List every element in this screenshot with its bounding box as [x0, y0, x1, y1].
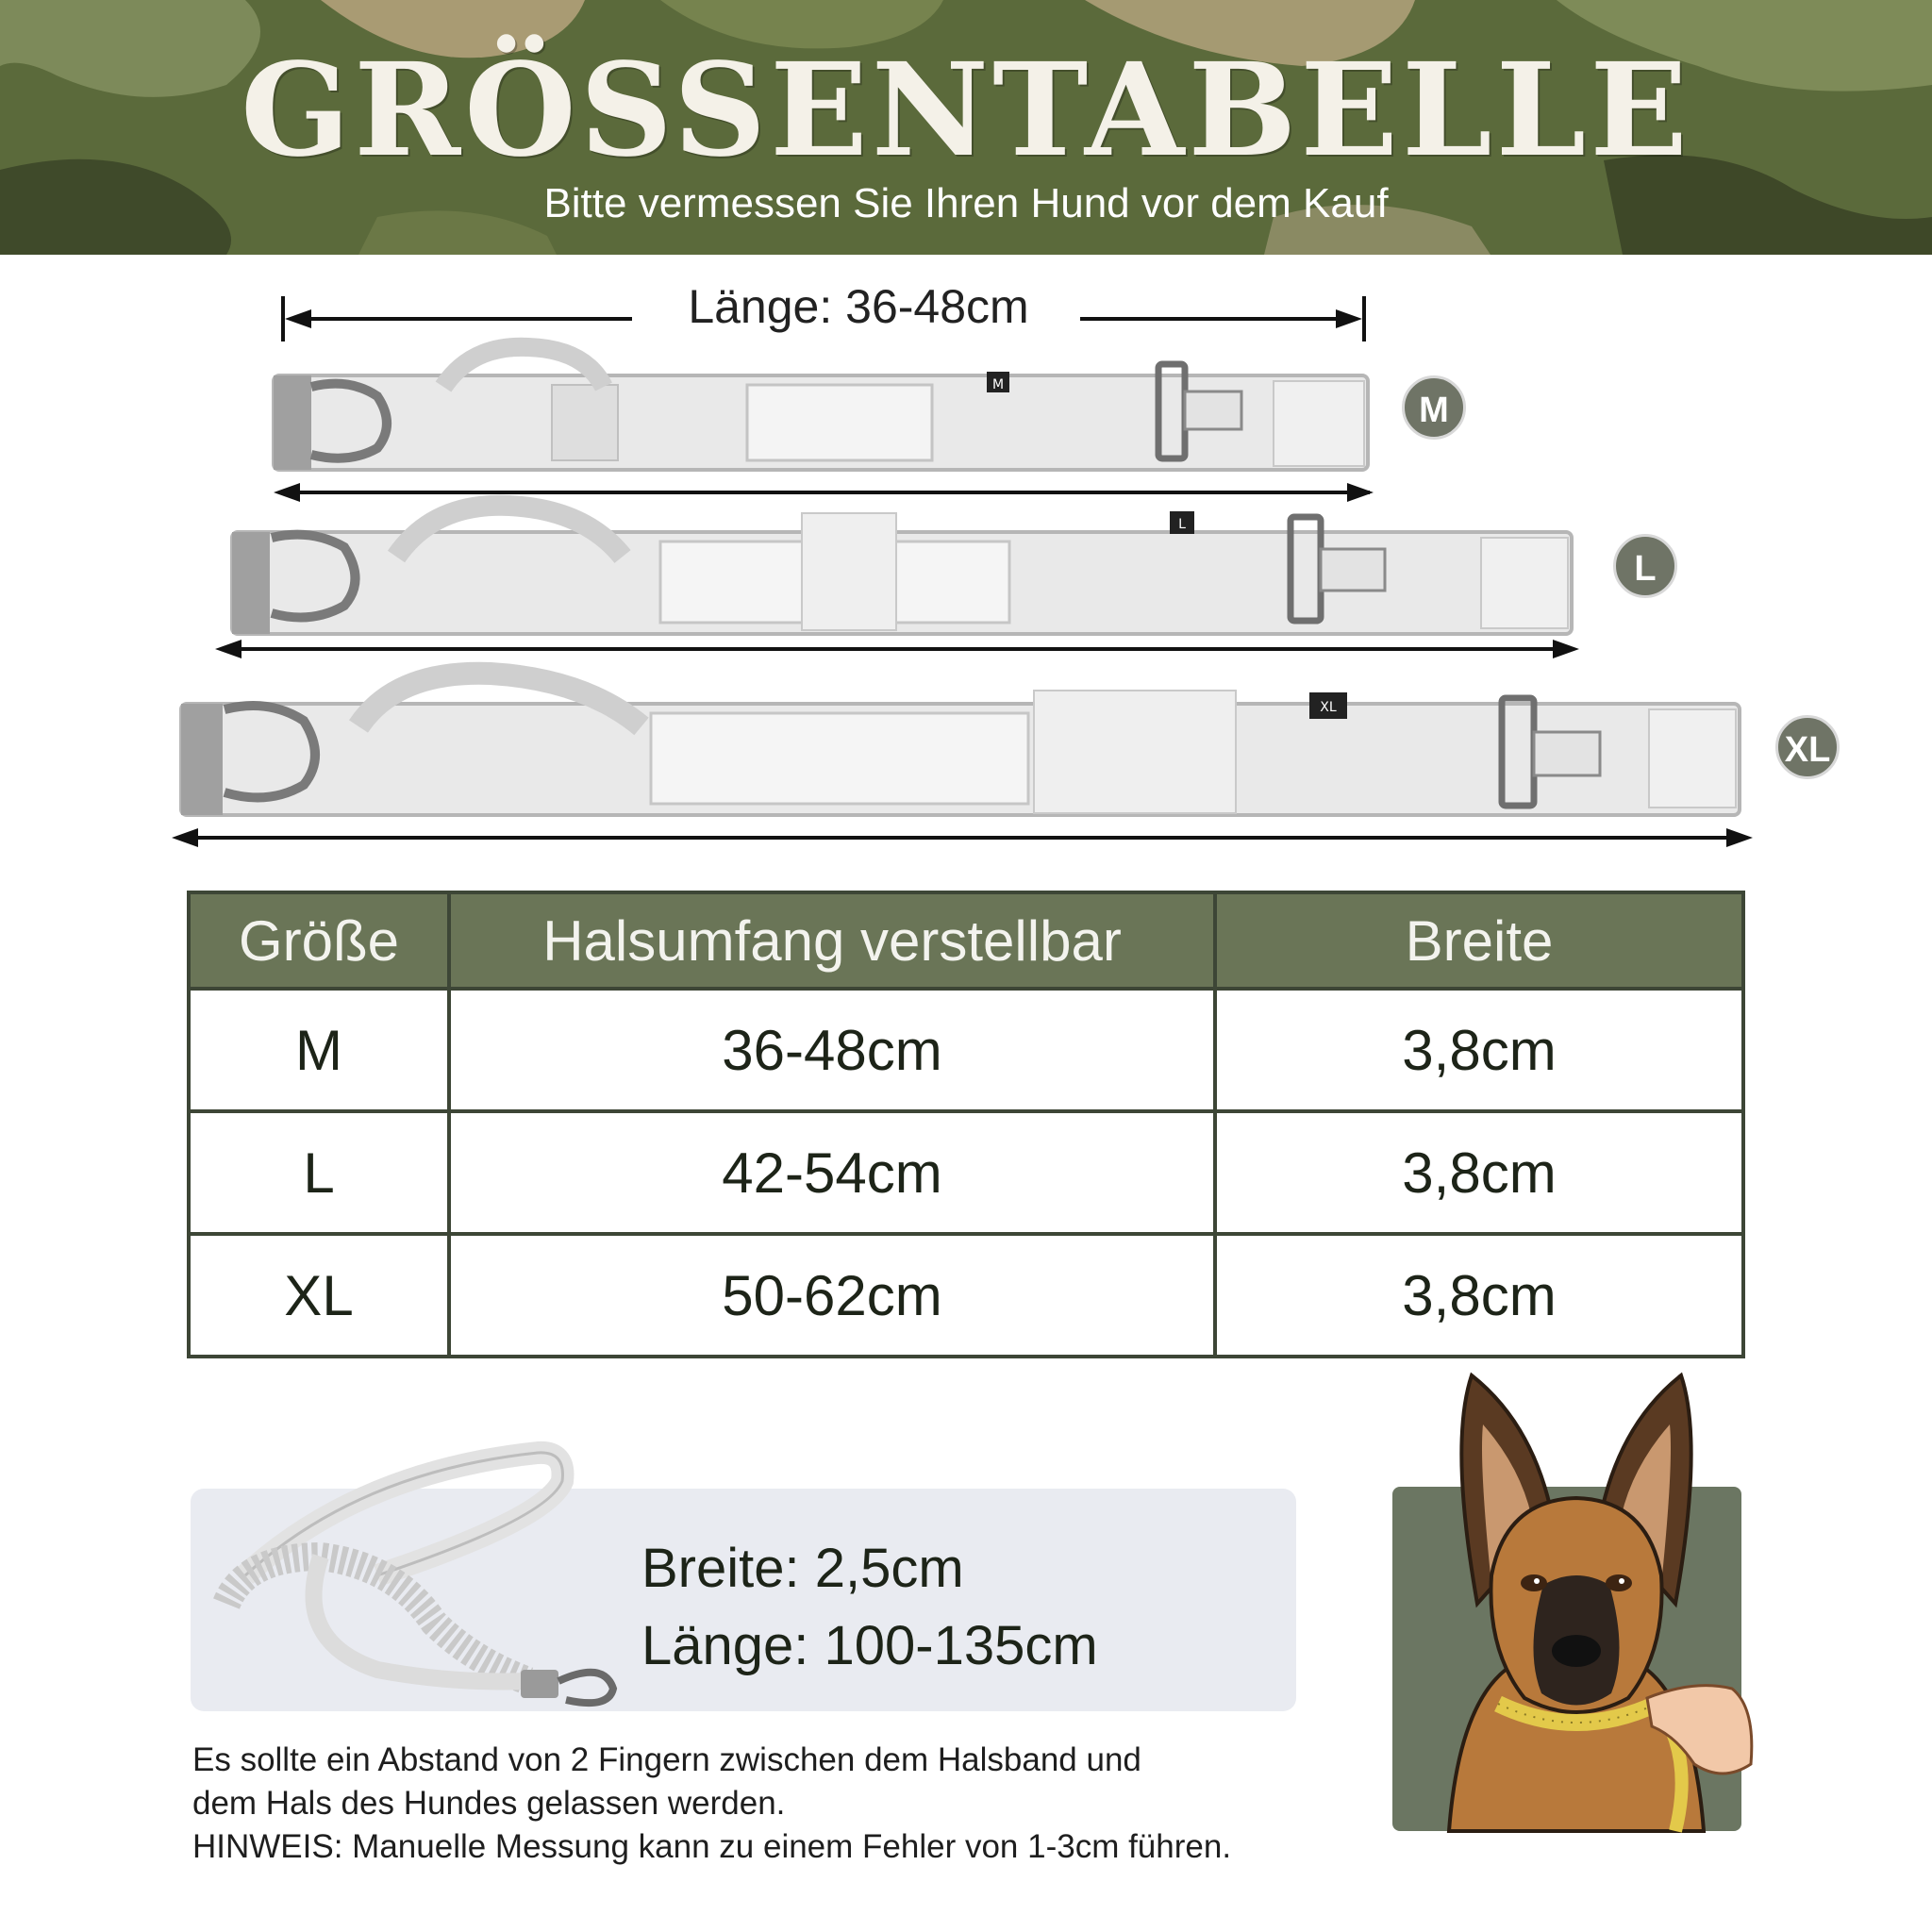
column-header-neck: Halsumfang verstellbar — [449, 892, 1215, 989]
collar-l-tag: L — [1178, 517, 1186, 532]
collar-xl-tag: XL — [1320, 700, 1337, 715]
note-line-3: HINWEIS: Manuelle Messung kann zu einem Fehler von 1-3cm führen. — [192, 1828, 1232, 1865]
leash-width-text: Breite: 2,5cm — [641, 1538, 964, 1599]
note-line-2: dem Hals des Hundes gelassen werden. — [192, 1785, 786, 1822]
size-badge-l: L — [1613, 534, 1677, 598]
collar-xl-image — [181, 674, 1740, 815]
cell-width: 3,8cm — [1215, 989, 1743, 1111]
column-header-width: Breite — [1215, 892, 1743, 989]
table-header-row — [189, 892, 1743, 989]
size-badge-xl: XL — [1775, 715, 1840, 779]
length-arrow-m — [274, 483, 1374, 502]
page-subtitle: Bitte vermessen Sie Ihren Hund vor dem Kauf — [543, 180, 1389, 226]
cell-neck: 50-62cm — [449, 1234, 1215, 1357]
cell-width: 3,8cm — [1215, 1111, 1743, 1234]
cell-width: 3,8cm — [1215, 1234, 1743, 1357]
column-header-size: Größe — [189, 892, 449, 989]
dog-illustration — [1392, 1368, 1760, 1840]
collar-m-tag: M — [991, 377, 1005, 392]
collar-l-image — [232, 506, 1572, 634]
collar-m-image — [274, 347, 1368, 470]
note-line-1: Es sollte ein Abstand von 2 Fingern zwischen dem Halsband und — [192, 1741, 1141, 1778]
cell-size: L — [189, 1111, 449, 1234]
size-badge-m: M — [1402, 375, 1466, 440]
leash-image — [189, 1434, 623, 1717]
header-banner — [0, 0, 1932, 255]
cell-neck: 36-48cm — [449, 989, 1215, 1111]
length-arrow-xl — [172, 828, 1753, 847]
length-arrow-l — [215, 640, 1579, 658]
table-row — [189, 989, 1743, 1111]
length-label: Länge: 36-48cm — [688, 280, 1029, 333]
table-row — [189, 1234, 1743, 1357]
page-title: GRÖSSENTABELLE — [241, 35, 1691, 186]
table-row — [189, 1111, 1743, 1234]
leash-length-text: Länge: 100-135cm — [641, 1615, 1098, 1676]
cell-neck: 42-54cm — [449, 1111, 1215, 1234]
size-table — [187, 891, 1745, 1370]
cell-size: M — [189, 989, 449, 1111]
cell-size: XL — [189, 1234, 449, 1357]
